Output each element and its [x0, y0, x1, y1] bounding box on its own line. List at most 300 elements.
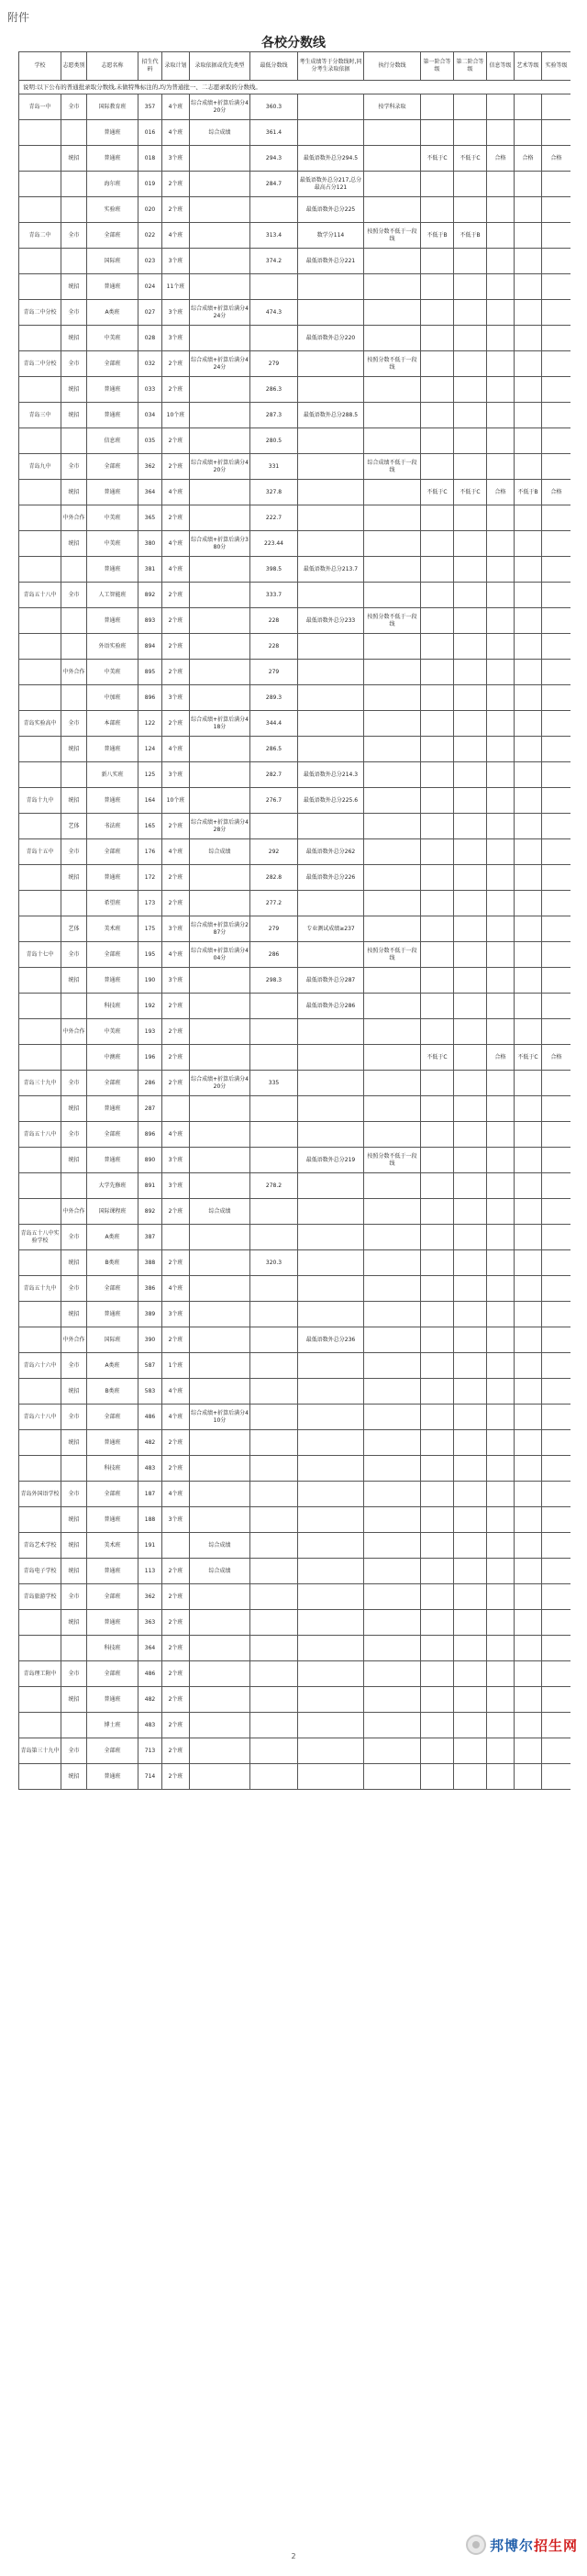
table-cell: [364, 480, 421, 505]
table-cell: [19, 1250, 61, 1276]
table-cell: 294.3: [250, 146, 298, 172]
table-cell: 不低于C: [454, 146, 487, 172]
table-cell: [19, 762, 61, 788]
table-cell: 最低语数外总分219: [298, 1148, 364, 1173]
table-row: [19, 1610, 571, 1636]
table-cell: 2个班: [162, 814, 190, 839]
table-cell: [190, 1764, 250, 1790]
table-cell: [190, 197, 250, 223]
table-cell: [190, 1096, 250, 1122]
table-cell: [454, 1687, 487, 1713]
table-cell: 统招: [61, 1430, 87, 1456]
table-cell: 313.4: [250, 223, 298, 249]
table-row: [19, 1713, 571, 1738]
table-cell: 普通班: [87, 865, 138, 891]
table-cell: 全市: [61, 1482, 87, 1507]
table-cell: 全部班: [87, 1071, 138, 1096]
table-cell: [250, 1122, 298, 1148]
table-cell: [298, 480, 364, 505]
table-cell: B类班: [87, 1250, 138, 1276]
table-cell: 3个班: [162, 249, 190, 274]
table-cell: 193: [138, 1019, 162, 1045]
table-cell: [454, 557, 487, 583]
table-cell: [421, 531, 454, 557]
table-cell: [250, 1661, 298, 1687]
table-cell: [364, 968, 421, 994]
table-cell: 统招: [61, 1764, 87, 1790]
table-cell: 综合成绩: [190, 1559, 250, 1584]
table-cell: [487, 249, 515, 274]
table-cell: [19, 1456, 61, 1482]
table-row: [19, 1096, 571, 1122]
table-cell: [250, 1019, 298, 1045]
table-cell: 普通班: [87, 1148, 138, 1173]
table-cell: [487, 1610, 515, 1636]
table-cell: [250, 326, 298, 351]
table-cell: [61, 172, 87, 197]
table-cell: 188: [138, 1507, 162, 1533]
table-cell: [190, 146, 250, 172]
table-cell: [298, 942, 364, 968]
table-cell: [542, 788, 571, 814]
table-cell: [454, 1559, 487, 1584]
table-cell: [487, 1302, 515, 1327]
table-cell: [542, 865, 571, 891]
table-row: [19, 94, 571, 120]
table-row: [19, 839, 571, 865]
table-cell: [515, 1430, 542, 1456]
table-cell: [542, 1173, 571, 1199]
table-row: [19, 146, 571, 172]
table-cell: [364, 762, 421, 788]
table-cell: [19, 172, 61, 197]
table-cell: [421, 428, 454, 454]
table-cell: [542, 300, 571, 326]
table-cell: [61, 1173, 87, 1199]
table-cell: 890: [138, 1148, 162, 1173]
table-cell: 2个班: [162, 505, 190, 531]
table-cell: [421, 994, 454, 1019]
table-cell: [515, 377, 542, 403]
table-cell: [487, 1173, 515, 1199]
table-cell: [190, 968, 250, 994]
table-cell: [515, 660, 542, 685]
table-cell: [487, 1584, 515, 1610]
table-cell: 青岛五十八中: [19, 1122, 61, 1148]
table-cell: 美术班: [87, 916, 138, 942]
table-cell: [515, 1533, 542, 1559]
table-cell: [421, 1353, 454, 1379]
table-cell: [364, 1327, 421, 1353]
table-cell: 青岛五十九中: [19, 1276, 61, 1302]
table-cell: [364, 1199, 421, 1225]
table-cell: 青岛实验高中: [19, 711, 61, 737]
table-row: [19, 223, 571, 249]
table-cell: 统招: [61, 737, 87, 762]
column-header: 录取依据或优先类型: [190, 52, 250, 81]
table-cell: [515, 351, 542, 377]
table-cell: 普通班: [87, 480, 138, 505]
table-cell: [487, 1764, 515, 1790]
table-cell: [542, 891, 571, 916]
table-cell: [364, 326, 421, 351]
table-cell: [298, 1225, 364, 1250]
table-cell: [421, 762, 454, 788]
table-row: [19, 814, 571, 839]
table-cell: [421, 1071, 454, 1096]
table-cell: [454, 1173, 487, 1199]
table-cell: 2个班: [162, 172, 190, 197]
table-cell: 艺体: [61, 916, 87, 942]
table-row: [19, 1353, 571, 1379]
table-cell: [542, 1482, 571, 1507]
table-cell: [542, 1533, 571, 1559]
table-cell: [542, 608, 571, 634]
table-cell: [454, 608, 487, 634]
table-cell: [487, 839, 515, 865]
table-row: [19, 1405, 571, 1430]
table-cell: [250, 994, 298, 1019]
table-cell: 不低于C: [515, 1045, 542, 1071]
table-cell: 本部班: [87, 711, 138, 737]
table-cell: [298, 120, 364, 146]
table-cell: 474.3: [250, 300, 298, 326]
table-cell: 普通班: [87, 788, 138, 814]
column-header: 执行分数线: [364, 52, 421, 81]
table-row: [19, 1122, 571, 1148]
table-cell: 美术班: [87, 1533, 138, 1559]
table-cell: [162, 1096, 190, 1122]
table-cell: [542, 711, 571, 737]
table-cell: [298, 1430, 364, 1456]
table-cell: 3个班: [162, 1507, 190, 1533]
table-row: [19, 1764, 571, 1790]
table-cell: [190, 403, 250, 428]
table-cell: [454, 1327, 487, 1353]
table-cell: [298, 1636, 364, 1661]
table-cell: [421, 274, 454, 300]
table-cell: [515, 994, 542, 1019]
table-cell: [421, 1019, 454, 1045]
table-cell: 全市: [61, 94, 87, 120]
column-header: 艺术等级: [515, 52, 542, 81]
table-cell: [542, 1225, 571, 1250]
table-cell: [190, 1276, 250, 1302]
table-cell: 3个班: [162, 1148, 190, 1173]
table-cell: 普通班: [87, 146, 138, 172]
table-cell: [19, 891, 61, 916]
table-cell: [250, 1764, 298, 1790]
table-cell: [250, 1507, 298, 1533]
table-cell: 最低语数外总分233: [298, 608, 364, 634]
table-cell: [298, 1250, 364, 1276]
table-cell: [542, 403, 571, 428]
table-cell: [19, 1327, 61, 1353]
table-cell: [421, 377, 454, 403]
table-cell: 280.5: [250, 428, 298, 454]
table-cell: 综合成绩不低于一段线: [364, 454, 421, 480]
table-cell: [19, 660, 61, 685]
table-cell: 2个班: [162, 377, 190, 403]
table-cell: [298, 94, 364, 120]
table-cell: 国际班: [87, 249, 138, 274]
table-cell: 普通班: [87, 120, 138, 146]
table-cell: [298, 583, 364, 608]
table-cell: 891: [138, 1173, 162, 1199]
table-cell: 青岛十七中: [19, 942, 61, 968]
table-cell: [454, 788, 487, 814]
table-cell: [515, 1199, 542, 1225]
table-cell: [454, 1225, 487, 1250]
table-cell: 028: [138, 326, 162, 351]
table-cell: [515, 634, 542, 660]
table-cell: 青岛一中: [19, 94, 61, 120]
table-cell: [190, 1327, 250, 1353]
table-cell: [61, 197, 87, 223]
table-cell: [454, 1071, 487, 1096]
table-cell: 全市: [61, 454, 87, 480]
table-cell: 286: [138, 1071, 162, 1096]
table-cell: 223.44: [250, 531, 298, 557]
table-cell: [19, 1045, 61, 1071]
table-cell: [487, 1456, 515, 1482]
table-cell: 中美班: [87, 505, 138, 531]
table-cell: 全市: [61, 1353, 87, 1379]
table-cell: 2个班: [162, 1610, 190, 1636]
table-cell: [421, 1713, 454, 1738]
table-cell: [515, 583, 542, 608]
table-cell: [298, 1559, 364, 1584]
table-cell: 科技班: [87, 1456, 138, 1482]
table-row: [19, 531, 571, 557]
table-cell: 335: [250, 1071, 298, 1096]
table-cell: 3个班: [162, 916, 190, 942]
table-cell: [190, 865, 250, 891]
table-cell: [487, 583, 515, 608]
table-cell: [542, 1661, 571, 1687]
table-cell: [515, 403, 542, 428]
table-cell: [542, 660, 571, 685]
table-cell: 全市: [61, 711, 87, 737]
table-row: [19, 1661, 571, 1687]
table-cell: [542, 428, 571, 454]
table-cell: [421, 685, 454, 711]
table-cell: 896: [138, 1122, 162, 1148]
table-cell: [421, 737, 454, 762]
table-cell: [298, 1533, 364, 1559]
table-cell: 279: [250, 351, 298, 377]
table-row: [19, 1225, 571, 1250]
table-cell: 统招: [61, 403, 87, 428]
table-cell: 2个班: [162, 351, 190, 377]
table-cell: [19, 197, 61, 223]
table-cell: A类班: [87, 1353, 138, 1379]
table-cell: [190, 762, 250, 788]
table-row: [19, 326, 571, 351]
table-cell: [190, 1738, 250, 1764]
table-cell: [421, 1379, 454, 1405]
table-cell: 最低语数外总分221: [298, 249, 364, 274]
table-cell: [542, 583, 571, 608]
table-cell: 361.4: [250, 120, 298, 146]
table-cell: [487, 660, 515, 685]
table-row: [19, 557, 571, 583]
table-cell: 386: [138, 1276, 162, 1302]
table-cell: 2个班: [162, 1250, 190, 1276]
table-cell: [298, 891, 364, 916]
table-cell: [19, 557, 61, 583]
table-cell: 284.7: [250, 172, 298, 197]
table-cell: [298, 1507, 364, 1533]
table-cell: [454, 865, 487, 891]
table-cell: [298, 1584, 364, 1610]
table-cell: 青岛五十八中实验学校: [19, 1225, 61, 1250]
table-cell: [364, 377, 421, 403]
table-cell: 2个班: [162, 1071, 190, 1096]
table-cell: [364, 249, 421, 274]
table-cell: [364, 891, 421, 916]
table-cell: [19, 1507, 61, 1533]
table-cell: [19, 1302, 61, 1327]
table-cell: [487, 505, 515, 531]
table-cell: [515, 531, 542, 557]
table-cell: [298, 1096, 364, 1122]
table-cell: [298, 1610, 364, 1636]
table-cell: [421, 505, 454, 531]
table-cell: [61, 428, 87, 454]
table-cell: 统招: [61, 377, 87, 403]
table-cell: [421, 326, 454, 351]
table-cell: [421, 1610, 454, 1636]
table-cell: [421, 454, 454, 480]
table-cell: 033: [138, 377, 162, 403]
table-cell: [298, 1713, 364, 1738]
table-cell: 科技班: [87, 1636, 138, 1661]
table-cell: [487, 274, 515, 300]
table-cell: [487, 1661, 515, 1687]
table-row: [19, 737, 571, 762]
table-cell: 统招: [61, 968, 87, 994]
table-cell: 222.7: [250, 505, 298, 531]
table-cell: [190, 1661, 250, 1687]
table-cell: [250, 1687, 298, 1713]
table-cell: [61, 891, 87, 916]
table-cell: [421, 1559, 454, 1584]
table-cell: [487, 1122, 515, 1148]
table-row: [19, 1302, 571, 1327]
table-cell: 2个班: [162, 1738, 190, 1764]
table-cell: 按照分数不低于一段线: [364, 223, 421, 249]
table-cell: 合格: [515, 146, 542, 172]
table-cell: [190, 994, 250, 1019]
table-cell: [454, 1353, 487, 1379]
table-cell: 387: [138, 1225, 162, 1250]
table-cell: 365: [138, 505, 162, 531]
table-cell: [421, 351, 454, 377]
table-cell: 583: [138, 1379, 162, 1405]
table-cell: [487, 1507, 515, 1533]
table-cell: 2个班: [162, 583, 190, 608]
table-cell: [364, 1302, 421, 1327]
table-cell: [298, 1482, 364, 1507]
table-cell: [421, 839, 454, 865]
table-cell: [542, 531, 571, 557]
table-cell: 全部班: [87, 454, 138, 480]
table-cell: [421, 403, 454, 428]
table-cell: 292: [250, 839, 298, 865]
table-cell: 896: [138, 685, 162, 711]
table-cell: 中美班: [87, 326, 138, 351]
table-cell: 青岛艺术学校: [19, 1533, 61, 1559]
table-cell: 全市: [61, 942, 87, 968]
table-cell: 按学科录取: [364, 94, 421, 120]
table-cell: [19, 1019, 61, 1045]
table-note: 说明:以下公布的普通批录取分数线,未做特殊标注的,均为普通批一、二志愿录取的分数线。: [19, 81, 571, 94]
table-cell: 113: [138, 1559, 162, 1584]
table-cell: [190, 249, 250, 274]
table-cell: [542, 1353, 571, 1379]
table-cell: [190, 1045, 250, 1071]
table-row: [19, 583, 571, 608]
table-cell: [19, 1379, 61, 1405]
column-header: 招生代码: [138, 52, 162, 81]
table-cell: [542, 916, 571, 942]
table-cell: 全部班: [87, 1738, 138, 1764]
table-cell: [542, 994, 571, 1019]
table-cell: 全部班: [87, 1482, 138, 1507]
table-cell: [542, 1559, 571, 1584]
table-cell: 2个班: [162, 660, 190, 685]
table-cell: [19, 1096, 61, 1122]
table-cell: [487, 916, 515, 942]
column-header: 实验等级: [542, 52, 571, 81]
table-cell: 普通班: [87, 557, 138, 583]
table-cell: [421, 172, 454, 197]
table-cell: [454, 660, 487, 685]
table-cell: [487, 94, 515, 120]
table-cell: [421, 1738, 454, 1764]
table-cell: 10个班: [162, 788, 190, 814]
table-cell: [454, 454, 487, 480]
table-cell: [542, 1584, 571, 1610]
table-cell: [61, 608, 87, 634]
table-row: [19, 377, 571, 403]
table-cell: [190, 557, 250, 583]
table-cell: [515, 1225, 542, 1250]
table-cell: 统招: [61, 1507, 87, 1533]
table-cell: 最低语数外总分286: [298, 994, 364, 1019]
table-cell: [364, 557, 421, 583]
table-cell: [364, 120, 421, 146]
table-cell: 3个班: [162, 1302, 190, 1327]
table-cell: [515, 788, 542, 814]
table-cell: 027: [138, 300, 162, 326]
table-cell: [542, 1764, 571, 1790]
table-cell: [250, 1456, 298, 1482]
table-cell: [487, 711, 515, 737]
table-cell: [542, 1430, 571, 1456]
table-cell: [542, 120, 571, 146]
table-cell: 最低语数外总分217,总分最高占分121: [298, 172, 364, 197]
table-cell: 165: [138, 814, 162, 839]
column-header: 信息等级: [487, 52, 515, 81]
table-cell: [454, 1045, 487, 1071]
table-cell: [421, 557, 454, 583]
table-row: [19, 1019, 571, 1045]
table-cell: [298, 531, 364, 557]
table-cell: 363: [138, 1610, 162, 1636]
table-cell: 综合成绩+折算后满分420分: [190, 454, 250, 480]
